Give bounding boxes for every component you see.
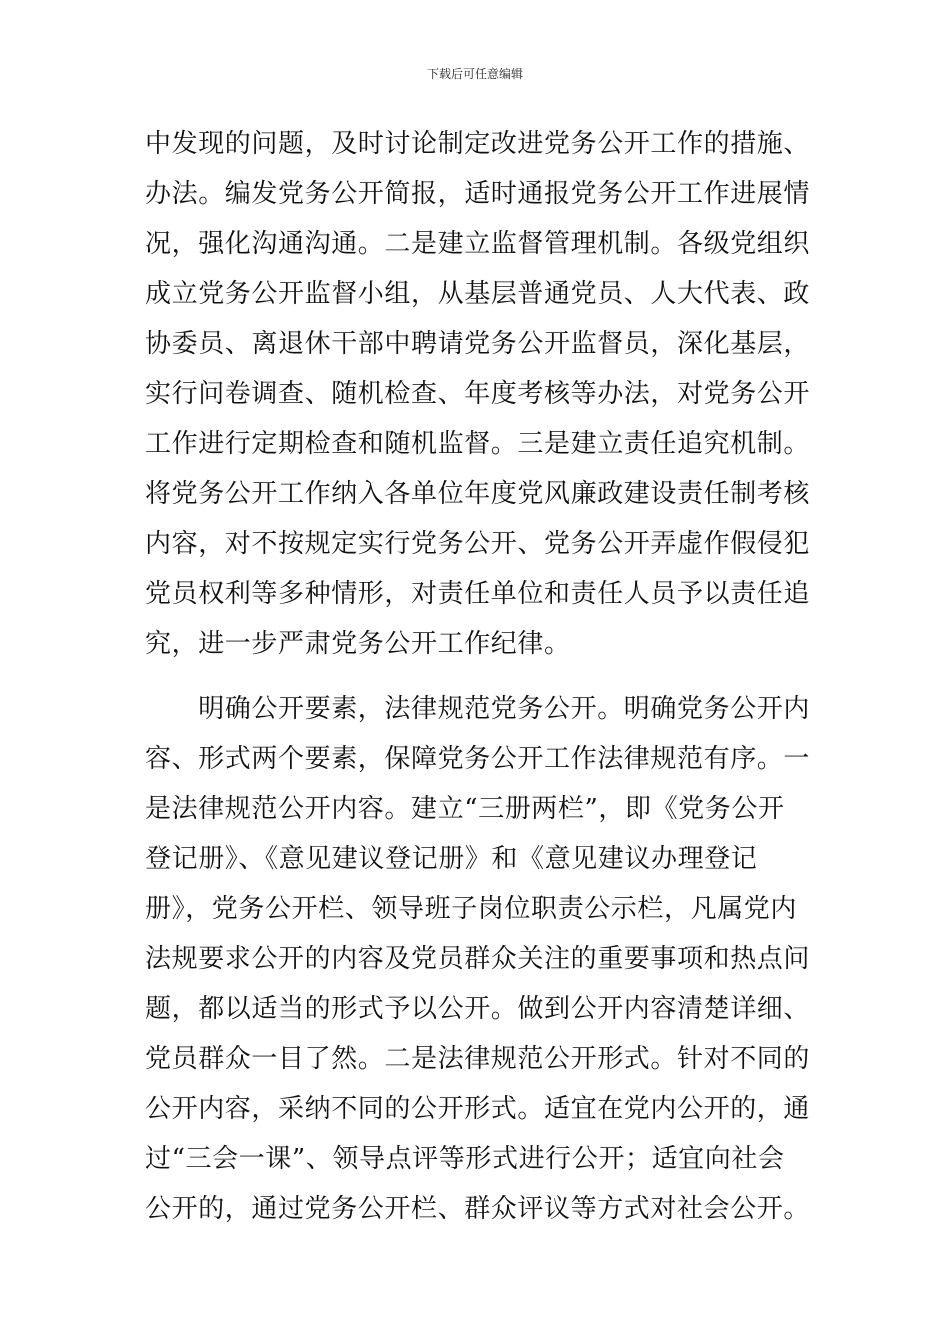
text-line: 明确公开要素，法律规范党务公开。明确党务公开内 — [145, 694, 811, 724]
text-line: 办法。编发党务公开简报，适时通报党务公开工作进展情 — [145, 179, 811, 209]
text-line: 中发现的问题，及时讨论制定改进党务公开工作的措施、 — [145, 129, 811, 159]
paragraph-2 — [145, 691, 810, 1241]
text-line: 成立党务公开监督小组，从基层普通党员、人大代表、政 — [145, 279, 811, 309]
text-line: 是法律规范公开内容。建立“三册两栏”，即《党务公开 — [145, 794, 785, 824]
text-line: 将党务公开工作纳入各单位年度党风廉政建设责任制考核 — [145, 479, 811, 509]
text-line: 公开的，通过党务公开栏、群众评议等方式对社会公开。 — [145, 1194, 811, 1224]
text-line: 公开内容，采纳不同的公开形式。适宜在党内公开的，通 — [145, 1094, 811, 1124]
paragraph-1 — [145, 126, 810, 676]
text-line: 册》，党务公开栏、领导班子岗位职责公示栏，凡属党内 — [145, 894, 798, 924]
text-line: 协委员、离退休干部中聘请党务公开监督员，深化基层， — [145, 329, 811, 359]
text-line: 党员权利等多种情形，对责任单位和责任人员予以责任追 — [145, 579, 811, 609]
document-body — [145, 126, 810, 1241]
text-line: 实行问卷调查、随机检查、年度考核等办法，对党务公开 — [145, 379, 811, 409]
text-line: 过“三会一课”、领导点评等形式进行公开；适宜向社会 — [145, 1144, 785, 1174]
text-line: 究，进一步严肃党务公开工作纪律。 — [145, 629, 571, 659]
text-line: 内容，对不按规定实行党务公开、党务公开弄虚作假侵犯 — [145, 529, 811, 559]
text-line: 容、形式两个要素，保障党务公开工作法律规范有序。一 — [145, 744, 811, 774]
text-line: 法规要求公开的内容及党员群众关注的重要事项和热点问 — [145, 944, 811, 974]
text-line: 工作进行定期检查和随机监督。三是建立责任追究机制。 — [145, 429, 811, 459]
page-header-note: 下载后可任意编辑 — [426, 67, 523, 81]
text-line: 党员群众一目了然。二是法律规范公开形式。针对不同的 — [145, 1044, 811, 1074]
text-line: 况，强化沟通沟通。二是建立监督管理机制。各级党组织 — [145, 229, 811, 259]
paragraph-spacer — [145, 676, 810, 691]
text-line: 题，都以适当的形式予以公开。做到公开内容清楚详细、 — [145, 994, 811, 1024]
text-line: 登记册》、《意见建议登记册》和《意见建议办理登记 — [145, 844, 758, 874]
